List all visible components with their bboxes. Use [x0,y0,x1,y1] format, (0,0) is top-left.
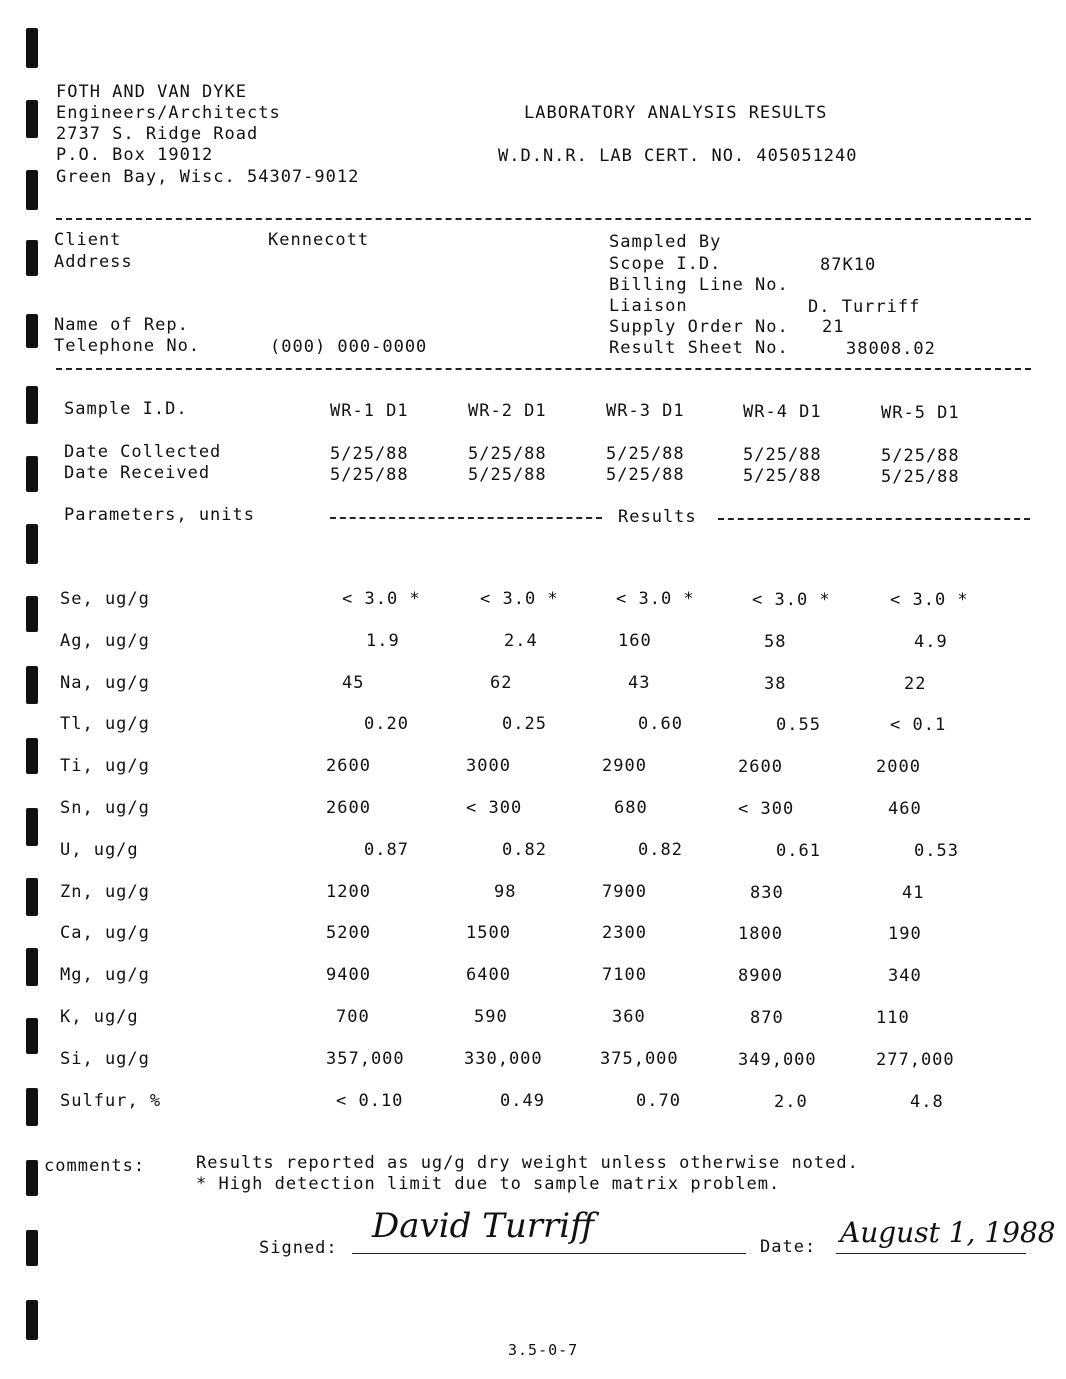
scan-mark [26,170,38,210]
result-value: 0.53 [914,841,959,861]
parameter-label: Zn, ug/g [60,882,150,902]
results-rule-right [718,518,1030,520]
result-value: 0.55 [776,715,821,735]
result-value: 590 [474,1007,508,1027]
result-value: < 3.0 * [752,590,831,610]
company-street: 2737 S. Ridge Road [56,124,259,144]
result-value: 340 [888,966,922,986]
result-value: 7100 [602,965,647,985]
supply-label: Supply Order No. [609,317,789,337]
results-rule-left [330,517,602,519]
result-value: 360 [612,1007,646,1027]
scope-value: 87K10 [820,255,877,275]
result-value: 4.9 [914,632,948,652]
date-received: 5/25/88 [468,465,547,485]
result-value: < 3.0 * [616,589,695,609]
parameter-label: Ca, ug/g [60,923,150,943]
client-label: Client [54,230,122,250]
scan-mark [26,948,38,986]
result-value: 0.25 [502,714,547,734]
result-value: 0.82 [502,840,547,860]
page-code: 3.5-0-7 [508,1341,579,1359]
sample-id-label: Sample I.D. [64,399,188,419]
scan-mark [26,28,38,68]
result-value: < 3.0 * [890,590,969,610]
billing-label: Billing Line No. [609,275,789,295]
result-value: 6400 [466,965,511,985]
parameter-label: Sulfur, % [60,1091,162,1111]
parameter-label: U, ug/g [60,840,139,860]
result-value: 2900 [602,756,647,776]
parameters-label: Parameters, units [64,505,255,525]
result-value: 680 [614,798,648,818]
parameter-label: Mg, ug/g [60,965,150,985]
company-po-box: P.O. Box 19012 [56,145,214,165]
scan-mark [26,1018,38,1054]
scan-mark [26,314,38,348]
parameter-label: Na, ug/g [60,673,150,693]
result-value: 1200 [326,882,371,902]
scan-mark [26,386,38,424]
result-value: 375,000 [600,1049,679,1069]
sample-id: WR-3 D1 [606,401,685,421]
scan-mark [26,1300,38,1340]
result-value: 2000 [876,757,921,777]
scan-mark [26,808,38,846]
result-value: 2.4 [504,631,538,651]
date-collected: 5/25/88 [743,445,822,465]
result-value: 830 [750,883,784,903]
result-value: 110 [876,1008,910,1028]
scan-mark [26,240,38,276]
result-value: 9400 [326,965,371,985]
comment-line-2: * High detection limit due to sample matrix problem. [196,1174,781,1194]
date-received: 5/25/88 [330,465,409,485]
result-value: 45 [342,673,365,693]
scan-mark [26,738,38,774]
date-received: 5/25/88 [881,467,960,487]
sample-id: WR-1 D1 [330,401,409,421]
result-value: 5200 [326,923,371,943]
parameter-label: Ti, ug/g [60,756,150,776]
result-value: 62 [490,673,513,693]
date-label: Date: [760,1237,817,1257]
lab-cert: W.D.N.R. LAB CERT. NO. 405051240 [498,146,858,166]
scan-mark [26,100,38,138]
comments-label: comments: [44,1156,146,1176]
scan-mark [26,1088,38,1126]
result-value: < 0.1 [890,715,947,735]
divider [56,368,1031,370]
company-profession: Engineers/Architects [56,103,281,123]
result-value: 38 [764,674,787,694]
result-value: 0.87 [364,840,409,860]
result-sheet-label: Result Sheet No. [609,338,789,358]
result-value: 8900 [738,966,783,986]
result-value: 98 [494,882,517,902]
supply-value: 21 [822,317,845,337]
result-value: 22 [904,674,927,694]
result-value: 2600 [326,798,371,818]
result-value: 7900 [602,882,647,902]
result-value: 0.82 [638,840,683,860]
divider [56,218,1031,220]
rep-label: Name of Rep. [54,315,189,335]
result-value: 43 [628,673,651,693]
result-value: 330,000 [464,1049,543,1069]
parameter-label: Ag, ug/g [60,631,150,651]
parameter-label: Sn, ug/g [60,798,150,818]
result-value: 2.0 [774,1092,808,1112]
result-value: 1500 [466,923,511,943]
result-value: 1800 [738,924,783,944]
result-value: 160 [618,631,652,651]
result-value: 2600 [738,757,783,777]
result-value: 1.9 [366,631,400,651]
result-value: 190 [888,924,922,944]
date-collected: 5/25/88 [330,444,409,464]
phone-label: Telephone No. [54,336,201,356]
liaison-value: D. Turriff [808,297,921,317]
company-name: FOTH AND VAN DYKE [56,82,247,102]
address-label: Address [54,252,133,272]
date-collected: 5/25/88 [468,444,547,464]
scan-mark [26,524,38,564]
result-value: 349,000 [738,1050,817,1070]
sample-id: WR-4 D1 [743,402,822,422]
comment-line-1: Results reported as ug/g dry weight unless otherwise noted. [196,1153,859,1173]
date-line [836,1253,1026,1254]
date-received: 5/25/88 [743,466,822,486]
result-value: 460 [888,799,922,819]
result-value: 3000 [466,756,511,776]
liaison-label: Liaison [609,296,688,316]
result-value: 0.70 [636,1091,681,1111]
parameter-label: K, ug/g [60,1007,139,1027]
scan-mark [26,666,38,704]
result-value: < 0.10 [336,1091,404,1111]
result-value: 2300 [602,923,647,943]
result-value: 4.8 [910,1092,944,1112]
result-value: 0.61 [776,841,821,861]
date-handwritten: August 1, 1988 [840,1216,1056,1249]
scan-mark [26,1230,38,1266]
result-value: < 300 [466,798,523,818]
sample-id: WR-2 D1 [468,401,547,421]
result-value: < 300 [738,799,795,819]
result-value: 0.60 [638,714,683,734]
parameter-label: Si, ug/g [60,1049,150,1069]
scan-mark [26,878,38,916]
client-value: Kennecott [268,230,370,250]
signature-handwritten: David Turriff [372,1206,595,1246]
signed-label: Signed: [259,1238,338,1258]
result-value: 2600 [326,756,371,776]
date-collected: 5/25/88 [881,446,960,466]
result-value: < 3.0 * [342,589,421,609]
result-sheet-value: 38008.02 [846,339,936,359]
phone-value: (000) 000-0000 [270,337,428,357]
date-received-label: Date Received [64,463,211,483]
result-value: 277,000 [876,1050,955,1070]
report-title: LABORATORY ANALYSIS RESULTS [524,103,828,123]
results-label: Results [618,507,697,527]
date-received: 5/25/88 [606,465,685,485]
sample-id: WR-5 D1 [881,403,960,423]
parameter-label: Tl, ug/g [60,714,150,734]
scan-mark [26,596,38,632]
company-city: Green Bay, Wisc. 54307-9012 [56,167,360,187]
date-collected-label: Date Collected [64,442,222,462]
scan-mark [26,1160,38,1196]
result-value: 0.49 [500,1091,545,1111]
date-collected: 5/25/88 [606,444,685,464]
result-value: 41 [902,883,925,903]
signature-line [352,1253,746,1254]
scan-mark [26,456,38,492]
scope-label: Scope I.D. [609,254,722,274]
result-value: 700 [336,1007,370,1027]
result-value: 58 [764,632,787,652]
result-value: 0.20 [364,714,409,734]
sampled-by-label: Sampled By [609,232,722,252]
result-value: 357,000 [326,1049,405,1069]
result-value: < 3.0 * [480,589,559,609]
parameter-label: Se, ug/g [60,589,150,609]
result-value: 870 [750,1008,784,1028]
